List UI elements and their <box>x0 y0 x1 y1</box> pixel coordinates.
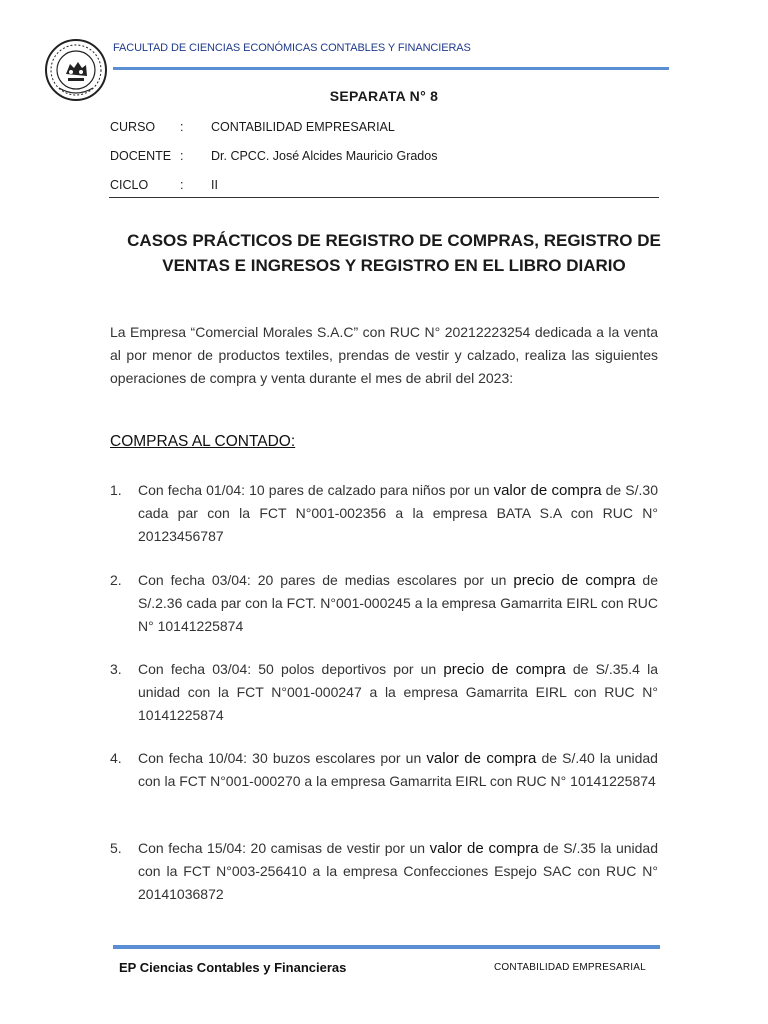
info-value: Dr. CPCC. José Alcides Mauricio Grados <box>211 149 438 163</box>
info-value: II <box>211 178 218 192</box>
footer-rule <box>113 945 660 949</box>
item-number: 2. <box>110 572 122 588</box>
item-text: Con fecha 01/04: 10 pares de calzado para niños por un valor de compra de S/.30 cada par con la FCT N°001-002356 a la empresa BATA S.A con RUC N° 20123456787 <box>138 482 658 544</box>
faculty-name: FACULTAD DE CIENCIAS ECONÓMICAS CONTABLES Y FINANCIERAS <box>113 42 471 54</box>
separata-title: SEPARATA N° 8 <box>329 88 439 104</box>
footer-course: CONTABILIDAD EMPRESARIAL <box>494 962 646 973</box>
item-highlight: precio de compra <box>443 661 566 678</box>
item-highlight: valor de compra <box>426 750 537 767</box>
info-label: CICLO <box>110 178 149 192</box>
item-highlight: precio de compra <box>513 572 636 589</box>
item-number: 3. <box>110 661 122 677</box>
info-divider <box>109 197 659 198</box>
info-value: CONTABILIDAD EMPRESARIAL <box>211 120 395 134</box>
main-title <box>110 228 678 278</box>
item-number: 4. <box>110 750 122 766</box>
main-title-line: VENTAS E INGRESOS Y REGISTRO EN EL LIBRO DIARIO <box>162 256 626 275</box>
info-colon: : <box>180 120 184 134</box>
intro-paragraph: La Empresa “Comercial Morales S.A.C” con RUC N° 20212223254 dedicada a la venta al por menor de productos textiles, prendas de vestir y calzado, realiza las siguientes operaciones de compra y venta durante el mes de abril del 2023: <box>110 324 658 386</box>
item-text: Con fecha 03/04: 20 pares de medias escolares por un precio de compra de S/.2.36 cada par con la FCT. N°001-000245 a la empresa Gamarrita EIRL con RUC N° 10141225874 <box>138 572 658 634</box>
item-number: 5. <box>110 840 122 856</box>
item-text: Con fecha 03/04: 50 polos deportivos por un precio de compra de S/.35.4 la unidad con la FCT N°001-000247 a la empresa Gamarrita EIRL con RUC N° 10141225874 <box>138 661 658 723</box>
header-rule <box>113 67 669 70</box>
section-heading: COMPRAS AL CONTADO: <box>110 433 296 450</box>
info-label: DOCENTE <box>110 149 172 163</box>
item-text: Con fecha 15/04: 20 camisas de vestir por un valor de compra de S/.35 la unidad con la FCT N°003-256410 a la empresa Confecciones Espejo SAC con RUC N° 20141036872 <box>138 840 658 902</box>
item-text: Con fecha 10/04: 30 buzos escolares por un valor de compra de S/.40 la unidad con la FCT N°001-000270 a la empresa Gamarrita EIRL con RUC N° 10141225874 <box>138 750 658 789</box>
info-label: CURSO <box>110 120 156 134</box>
footer-school: EP Ciencias Contables y Financieras <box>119 960 347 975</box>
item-highlight: valor de compra <box>493 482 602 499</box>
item-number: 1. <box>110 482 122 498</box>
main-title-line: CASOS PRÁCTICOS DE REGISTRO DE COMPRAS, REGISTRO DE <box>127 231 661 250</box>
info-colon: : <box>180 149 184 163</box>
info-colon: : <box>180 178 184 192</box>
item-highlight: valor de compra <box>429 840 539 857</box>
